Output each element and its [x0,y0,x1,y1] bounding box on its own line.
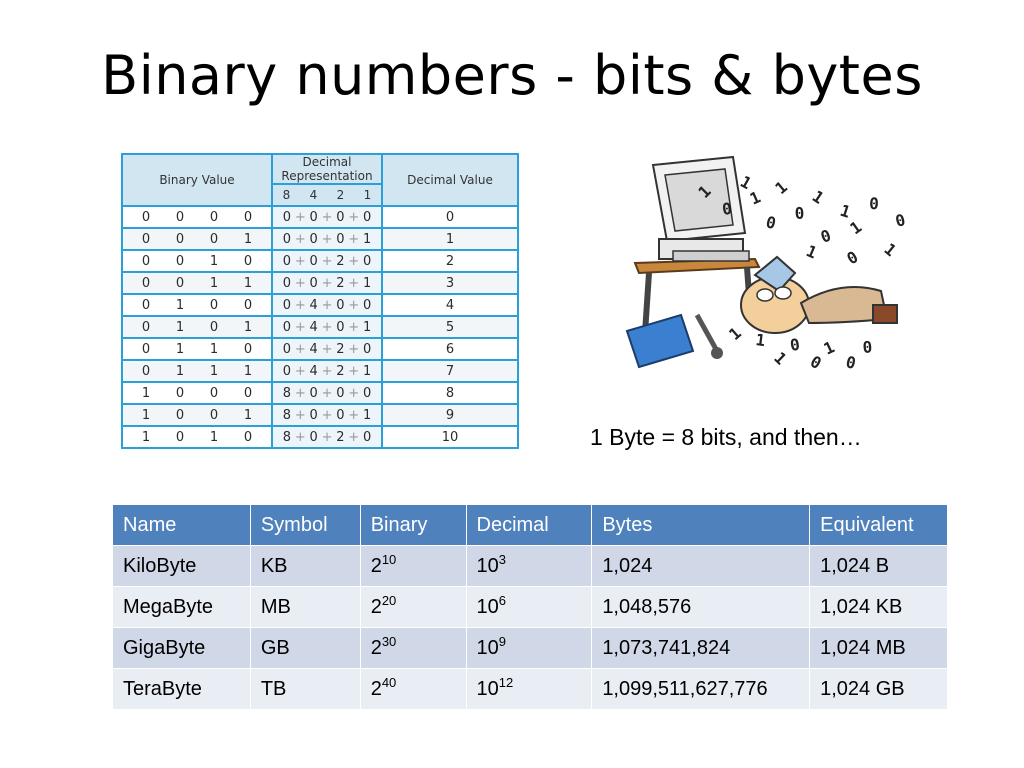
plus-sign: + [294,407,306,423]
plus-sign: + [294,429,306,445]
rep-term: 0 [282,275,292,291]
rep-term: 0 [282,363,292,379]
decimal-representation-cell [272,404,382,426]
unit-bytes: 1,024 [592,546,810,587]
rep-term: 0 [309,275,318,291]
decimal-base: 10 [476,636,499,659]
bit-digit: 0 [141,275,151,291]
rep-term: 4 [309,297,318,313]
bit-digit: 1 [209,341,219,357]
binary-digit-glyph: 1 [771,177,791,199]
decimal-value-cell: 5 [382,316,518,338]
binary-table-row [122,338,518,360]
binary-digit-glyph: 0 [818,225,834,247]
binary-digit-glyph: 1 [746,187,764,209]
unit-decimal [466,628,592,669]
decimal-base: 10 [476,595,499,618]
binary-value-cell [122,404,272,426]
confused-programmer-illustration [605,155,915,383]
decimal-value-cell: 4 [382,294,518,316]
unit-equivalent: 1,024 GB [810,669,948,710]
rep-term: 2 [336,253,345,269]
plus-sign: + [321,363,333,379]
rep-term: 4 [309,363,318,379]
plus-sign: + [321,209,333,225]
binary-base: 2 [370,636,382,659]
binary-digit-glyph: 0 [807,351,825,374]
unit-symbol: KB [250,546,360,587]
place-value: 8 [282,188,291,202]
rep-term: 0 [309,429,318,445]
binary-digit-glyph: 1 [754,330,767,351]
binary-table-row [122,360,518,382]
plus-sign: + [348,341,360,357]
unit-symbol: TB [250,669,360,710]
decimal-representation-cell [272,338,382,360]
decimal-representation-cell [272,426,382,448]
binary-exponent: 40 [381,674,397,690]
plus-sign: + [294,209,306,225]
rep-term: 1 [362,407,372,423]
binary-table-row [122,316,518,338]
decimal-base: 10 [476,677,499,700]
rep-term: 4 [309,319,318,335]
plus-sign: + [348,253,360,269]
binary-table-row [122,382,518,404]
unit-bytes: 1,048,576 [592,587,810,628]
binary-digit-glyph: 1 [694,181,715,202]
bit-digit: 1 [141,429,151,445]
bit-digit: 0 [175,231,185,247]
decimal-representation-cell [272,272,382,294]
rep-term: 2 [336,429,345,445]
plus-sign: + [348,429,360,445]
plus-sign: + [294,297,306,313]
plus-sign: + [348,209,360,225]
unit-name: MegaByte [113,587,251,628]
unit-binary [360,628,466,669]
rep-term: 0 [336,407,345,423]
rep-term: 2 [336,363,345,379]
binary-digit-glyph: 0 [794,203,805,223]
binary-digit-glyph: 0 [893,210,908,231]
rep-term: 0 [336,231,345,247]
decimal-representation-cell [272,228,382,250]
binary-base: 2 [370,595,382,618]
rep-term: 0 [309,385,318,401]
binary-digit-glyph: 0 [861,337,873,357]
plus-sign: + [321,231,333,247]
binary-digit-glyph: 1 [846,217,866,239]
bit-digit: 0 [141,253,151,269]
binary-exponent: 20 [381,592,397,608]
slide-title: Binary numbers - bits & bytes [101,44,923,107]
plus-sign: + [321,319,333,335]
rep-term: 1 [362,275,372,291]
decimal-representation-cell [272,294,382,316]
decimal-representation-cell [272,360,382,382]
unit-decimal [466,546,592,587]
header-bytes: Bytes [592,505,810,546]
plus-sign: + [321,297,333,313]
binary-table-row [122,228,518,250]
binary-digit-glyph: 0 [868,194,880,214]
bit-digit: 0 [141,363,151,379]
binary-digit-glyph: 0 [720,198,734,219]
unit-name: GigaByte [113,628,251,669]
bit-digit: 0 [141,209,151,225]
unit-decimal [466,587,592,628]
binary-digit-glyph: 0 [764,212,778,234]
unit-name: KiloByte [113,546,251,587]
plus-sign: + [294,253,306,269]
decimal-representation-header: Decimal Representation [272,154,382,184]
binary-value-cell [122,272,272,294]
rep-term: 0 [362,297,372,313]
plus-sign: + [321,429,333,445]
binary-digit-glyph: 0 [843,247,862,269]
bit-digit: 0 [209,385,219,401]
decimal-exponent: 12 [498,674,514,690]
plus-sign: + [348,297,360,313]
plus-sign: + [321,385,333,401]
rep-term: 0 [309,253,318,269]
data-units-table [112,504,948,710]
decimal-value-cell: 10 [382,426,518,448]
place-value: 4 [309,188,318,202]
rep-term: 0 [336,319,345,335]
binary-digit-glyph: 1 [803,241,820,263]
binary-digit-glyph: 0 [788,334,802,355]
rep-term: 0 [362,429,372,445]
binary-value-cell [122,426,272,448]
decimal-value-cell: 1 [382,228,518,250]
binary-table-row [122,250,518,272]
unit-bytes: 1,099,511,627,776 [592,669,810,710]
rep-term: 0 [336,385,345,401]
plus-sign: + [294,319,306,335]
bit-digit: 0 [141,231,151,247]
plus-sign: + [321,341,333,357]
rep-term: 8 [282,407,292,423]
binary-value-cell [122,206,272,228]
plus-sign: + [294,363,306,379]
unit-decimal [466,669,592,710]
units-table-row [113,669,948,710]
bit-digit: 1 [141,385,151,401]
units-table-row [113,546,948,587]
bit-digit: 0 [243,429,253,445]
bit-digit: 1 [209,363,219,379]
rep-term: 0 [362,209,372,225]
rep-term: 0 [282,209,292,225]
decimal-representation-cell [272,316,382,338]
bit-digit: 0 [175,407,185,423]
binary-digit-glyph: 1 [737,171,755,194]
plus-sign: + [321,275,333,291]
bit-digit: 0 [175,209,185,225]
rep-term: 0 [336,297,345,313]
binary-value-cell [122,382,272,404]
unit-binary [360,587,466,628]
binary-digit-glyph: 1 [770,348,791,369]
binary-value-header: Binary Value [122,154,272,206]
rep-term: 1 [362,231,372,247]
binary-value-cell [122,360,272,382]
binary-digit-glyph: 1 [880,239,900,261]
bit-digit: 0 [141,341,151,357]
decimal-value-cell: 9 [382,404,518,426]
place-values-header [272,184,382,206]
byte-definition-note: 1 Byte = 8 bits, and then… [590,424,862,450]
rep-term: 0 [282,319,292,335]
plus-sign: + [294,385,306,401]
binary-base: 2 [370,554,382,577]
units-table-row [113,587,948,628]
rep-term: 8 [282,385,292,401]
bit-digit: 1 [141,407,151,423]
binary-digit-glyph: 0 [844,352,858,373]
units-header-row [113,505,948,546]
unit-equivalent: 1,024 B [810,546,948,587]
binary-table-row [122,206,518,228]
unit-symbol: GB [250,628,360,669]
place-value: 2 [336,188,345,202]
rep-term: 0 [362,385,372,401]
binary-value-cell [122,294,272,316]
plus-sign: + [348,231,360,247]
binary-value-cell [122,316,272,338]
rep-term: 2 [336,341,345,357]
binary-base: 2 [370,677,382,700]
floating-binary-digits [694,172,907,373]
bit-digit: 1 [243,363,253,379]
binary-digit-glyph: 1 [837,200,853,222]
binary-value-cell [122,250,272,272]
plus-sign: + [348,407,360,423]
unit-equivalent: 1,024 KB [810,587,948,628]
bit-digit: 0 [209,407,219,423]
bit-digit: 1 [175,341,185,357]
place-value: 1 [363,188,372,202]
bit-digit: 1 [243,319,253,335]
binary-value-cell [122,338,272,360]
binary-table-row [122,294,518,316]
plus-sign: + [348,319,360,335]
decimal-value-cell: 2 [382,250,518,272]
rep-term: 0 [282,231,292,247]
bit-digit: 0 [243,253,253,269]
rep-term: 0 [282,297,292,313]
unit-equivalent: 1,024 MB [810,628,948,669]
bit-digit: 0 [175,429,185,445]
rep-term: 0 [362,253,372,269]
rep-term: 1 [362,319,372,335]
decimal-value-cell: 7 [382,360,518,382]
plus-sign: + [348,385,360,401]
units-table-row [113,628,948,669]
binary-digit-glyph: 1 [820,337,838,359]
bit-digit: 1 [243,275,253,291]
unit-binary [360,669,466,710]
unit-binary [360,546,466,587]
decimal-value-cell: 3 [382,272,518,294]
decimal-value-cell: 8 [382,382,518,404]
binary-table-row [122,426,518,448]
rep-term: 1 [362,363,372,379]
binary-exponent: 10 [381,551,397,567]
rep-term: 0 [282,253,292,269]
header-equivalent: Equivalent [810,505,948,546]
rep-term: 2 [336,275,345,291]
binary-digit-glyph: 1 [725,323,745,345]
bit-digit: 0 [243,341,253,357]
rep-term: 0 [336,209,345,225]
plus-sign: + [294,341,306,357]
bit-digit: 0 [141,297,151,313]
bit-digit: 1 [175,297,185,313]
bit-digit: 0 [243,385,253,401]
rep-term: 4 [309,341,318,357]
plus-sign: + [321,407,333,423]
bit-digit: 0 [175,253,185,269]
binary-value-cell [122,228,272,250]
decimal-value-header: Decimal Value [382,154,518,206]
binary-table-body [122,206,518,448]
decimal-representation-cell [272,382,382,404]
unit-bytes: 1,073,741,824 [592,628,810,669]
bit-digit: 0 [209,231,219,247]
bit-digit: 0 [209,319,219,335]
plus-sign: + [348,363,360,379]
units-table-body [113,546,948,710]
bit-digit: 0 [175,275,185,291]
bit-digit: 0 [209,209,219,225]
plus-sign: + [348,275,360,291]
bit-digit: 1 [209,253,219,269]
binary-conversion-table [121,153,519,449]
decimal-representation-cell [272,250,382,272]
bit-digit: 1 [209,429,219,445]
bit-digit: 0 [243,209,253,225]
binary-table-row [122,272,518,294]
decimal-representation-cell [272,206,382,228]
bit-digit: 0 [141,319,151,335]
decimal-value-cell: 0 [382,206,518,228]
bit-digit: 0 [209,297,219,313]
rep-term: 0 [309,231,318,247]
header-binary: Binary [360,505,466,546]
rep-term: 0 [362,341,372,357]
binary-conversion-table-image [121,153,517,449]
decimal-value-cell: 6 [382,338,518,360]
plus-sign: + [294,275,306,291]
decimal-exponent: 9 [498,633,506,649]
unit-name: TeraByte [113,669,251,710]
bit-digit: 1 [209,275,219,291]
bit-digit: 1 [243,407,253,423]
binary-exponent: 30 [381,633,397,649]
rep-term: 8 [282,429,292,445]
bit-digit: 1 [175,319,185,335]
bit-digit: 0 [243,297,253,313]
plus-sign: + [294,231,306,247]
header-name: Name [113,505,251,546]
binary-digit-glyph: 1 [808,186,828,208]
decimal-exponent: 3 [498,551,506,567]
binary-table-row [122,404,518,426]
plus-sign: + [321,253,333,269]
rep-term: 0 [309,407,318,423]
rep-term: 0 [282,341,292,357]
bit-digit: 1 [175,363,185,379]
unit-symbol: MB [250,587,360,628]
bit-digit: 0 [175,385,185,401]
decimal-exponent: 6 [498,592,506,608]
header-decimal: Decimal [466,505,592,546]
bit-digit: 1 [243,231,253,247]
header-symbol: Symbol [250,505,360,546]
rep-term: 0 [309,209,318,225]
decimal-base: 10 [476,554,499,577]
